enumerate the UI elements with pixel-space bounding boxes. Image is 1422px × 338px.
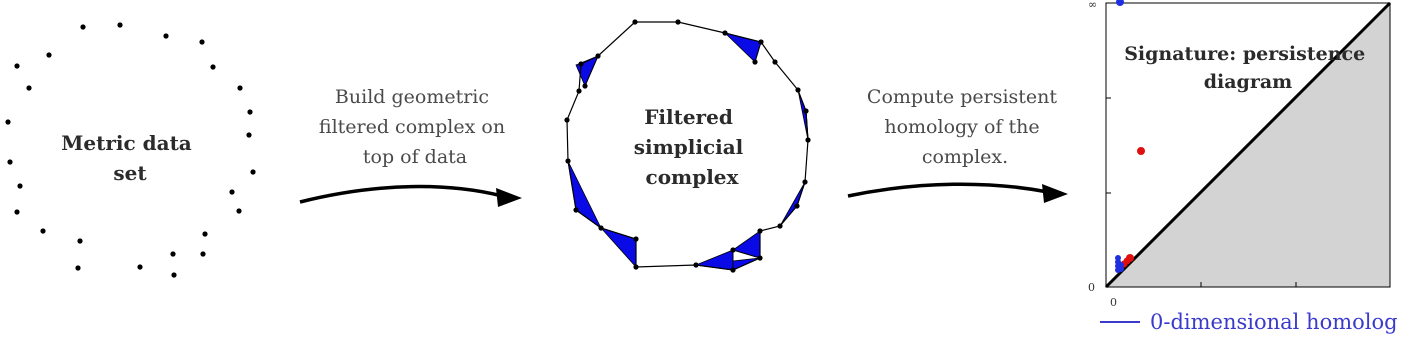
arrow-2-head [1042, 184, 1068, 203]
dim1-point [1137, 147, 1145, 155]
complex-vertex [757, 228, 762, 233]
data-point [14, 63, 19, 68]
complex-vertex [772, 59, 777, 64]
complex-vertex [795, 87, 800, 92]
complex-vertex [803, 108, 808, 113]
data-point [237, 85, 242, 90]
complex-vertex [675, 19, 680, 24]
complex-vertex [632, 19, 637, 24]
complex-vertex [693, 262, 698, 267]
legend-label: 0-dimensional homolog [1150, 310, 1398, 334]
complex-vertex [722, 30, 727, 35]
arrow-1-caption [319, 86, 511, 168]
arrow-1-shaft [300, 187, 502, 202]
y-axis-ticks [1106, 3, 1111, 287]
complex-triangle [780, 182, 805, 226]
diagram-title-line-2: diagram [1203, 71, 1293, 93]
arrow-compute-homology [848, 184, 1068, 203]
complex-vertex [758, 39, 763, 44]
complex-vertex [802, 179, 807, 184]
data-point [40, 228, 45, 233]
arrow-2-caption [867, 86, 1063, 168]
infinite-dim0-point [1116, 0, 1124, 6]
complex-label-line-3: complex [645, 165, 739, 189]
data-point [202, 231, 207, 236]
metric-data-label [61, 131, 199, 185]
data-point [77, 238, 82, 243]
complex-label-line-2: simplicial [633, 135, 744, 159]
arrow-1-caption-line-1: Build geometric [334, 86, 490, 108]
data-point [75, 265, 80, 270]
complex-label-line-1: Filtered [644, 105, 733, 129]
complex-vertex [573, 207, 578, 212]
data-point [236, 208, 241, 213]
data-point [80, 24, 85, 29]
data-point [199, 39, 204, 44]
data-point [117, 22, 122, 27]
arrow-1-head [496, 188, 522, 207]
arrow-1-caption-line-2: filtered complex on [318, 116, 506, 138]
metric-data-label-line-2: set [113, 161, 147, 185]
data-point [171, 272, 176, 277]
x-tick-zero: 0 [1110, 296, 1117, 309]
data-point [247, 109, 252, 114]
persistence-diagram [1088, 0, 1398, 334]
complex-vertex [730, 247, 735, 252]
y-tick-zero: 0 [1088, 281, 1095, 294]
complex-vertex [633, 264, 638, 269]
complex-vertex [794, 203, 799, 208]
data-point [170, 251, 175, 256]
data-point [14, 209, 19, 214]
complex-label [634, 105, 751, 189]
metric-data-label-line-1: Metric data [61, 131, 192, 155]
data-point [17, 183, 22, 188]
data-point [246, 132, 251, 137]
data-point [210, 64, 215, 69]
complex-vertex [805, 137, 810, 142]
data-point [26, 85, 31, 90]
data-point [46, 52, 51, 57]
complex-vertex [578, 61, 583, 66]
data-point [7, 159, 12, 164]
y-tick-infinity: ∞ [1088, 0, 1098, 11]
complex-vertex [565, 158, 570, 163]
arrow-build-complex [300, 187, 522, 207]
data-point [250, 169, 255, 174]
complex-vertex [752, 59, 757, 64]
data-point [229, 189, 234, 194]
arrow-2-caption-line-3: complex. [921, 146, 1009, 168]
complex-vertex [582, 83, 587, 88]
complex-vertex [777, 223, 782, 228]
arrow-2-caption-line-2: homology of the [884, 116, 1040, 138]
dim0-point [1118, 266, 1124, 272]
complex-vertex [730, 267, 735, 272]
data-point [137, 264, 142, 269]
arrow-2-caption-line-1: Compute persistent [866, 86, 1058, 108]
diagram-title-line-1: Signature: persistence [1124, 43, 1366, 65]
complex-vertex [757, 255, 762, 260]
complex-vertex [598, 225, 603, 230]
data-point [5, 119, 10, 124]
data-point [163, 33, 168, 38]
complex-vertex [564, 117, 569, 122]
arrow-2-shaft [848, 184, 1048, 196]
complex-vertex [576, 88, 581, 93]
arrow-1-caption-line-3: top of data [362, 146, 468, 168]
complex-vertex [633, 236, 638, 241]
complex-vertex [595, 53, 600, 58]
data-point [200, 251, 205, 256]
